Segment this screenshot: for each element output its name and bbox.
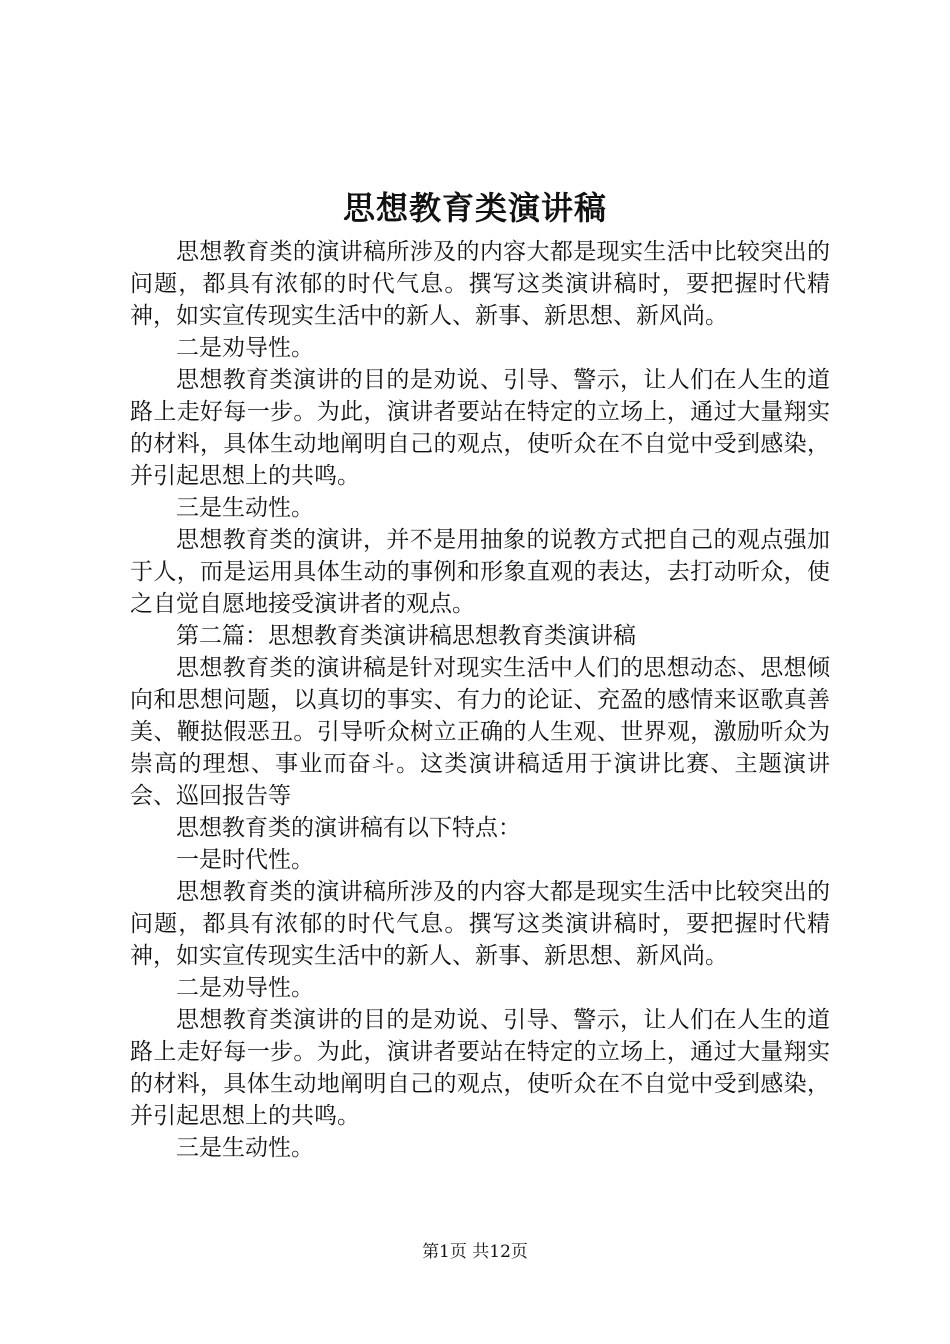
page-number: 第1页 [422,1242,467,1262]
page-footer [0,1240,950,1264]
paragraph: 思想教育类的演讲稿所涉及的内容大都是现实生活中比较突出的问题，都具有浓郁的时代气息。撰写这类演讲稿时，要把握时代精神，如实宣传现实生活中的新人、新事、新思想、新风尚。 [130,239,830,329]
paragraph: 思想教育类演讲的目的是劝说、引导、警示，让人们在人生的道路上走好每一步。为此，演讲者要站在特定的立场上，通过大量翔实的材料，具体生动地阐明自己的观点，使听众在不自觉中受到感染，并引起思想上的共鸣。 [130,1007,830,1129]
paragraph: 思想教育类的演讲稿是针对现实生活中人们的思想动态、思想倾向和思想问题，以真切的事实、有力的论证、充盈的感情来讴歌真善美、鞭挞假恶丑。引导听众树立正确的人生观、世界观，激励听众为崇高的理想、事业而奋斗。这类演讲稿适用于演讲比赛、主题演讲会、巡回报告等 [130,655,830,809]
paragraph: 思想教育类的演讲，并不是用抽象的说教方式把自己的观点强加于人，而是运用具体生动的事例和形象直观的表达，去打动听众，使之自觉自愿地接受演讲者的观点。 [130,527,830,617]
paragraph: 二是劝导性。 [176,975,314,1001]
paragraph: 三是生动性。 [176,495,314,521]
paragraph: 三是生动性。 [176,1135,314,1161]
document-title: 思想教育类演讲稿 [342,189,607,227]
paragraph: 思想教育类演讲的目的是劝说、引导、警示，让人们在人生的道路上走好每一步。为此，演讲者要站在特定的立场上，通过大量翔实的材料，具体生动地阐明自己的观点，使听众在不自觉中受到感染，并引起思想上的共鸣。 [130,367,830,489]
paragraph: 二是劝导性。 [176,335,314,361]
document-body [130,236,830,1164]
paragraph: 一是时代性。 [176,847,314,873]
paragraph: 思想教育类的演讲稿所涉及的内容大都是现实生活中比较突出的问题，都具有浓郁的时代气息。撰写这类演讲稿时，要把握时代精神，如实宣传现实生活中的新人、新事、新思想、新风尚。 [130,879,830,969]
section-heading: 第二篇：思想教育类演讲稿思想教育类演讲稿 [176,623,636,649]
paragraph: 思想教育类的演讲稿有以下特点： [176,815,521,841]
page-total: 共12页 [472,1242,528,1262]
